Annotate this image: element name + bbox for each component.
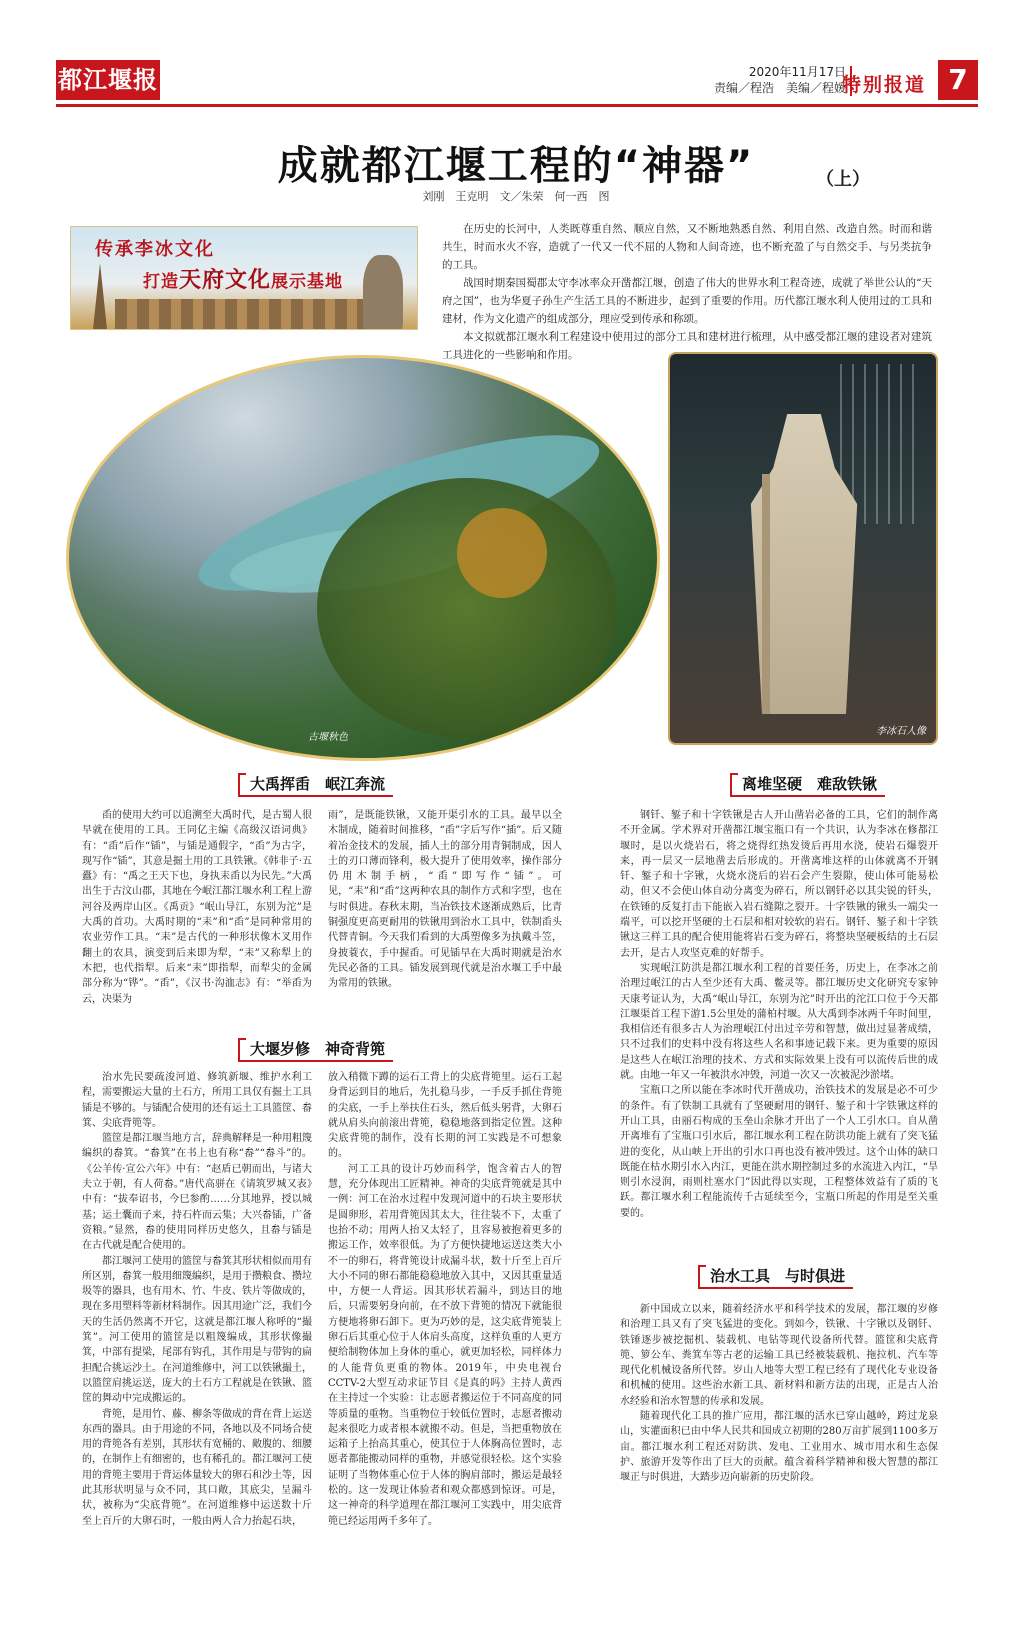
section-heading-4: 治水工具 与时俱进 bbox=[698, 1265, 853, 1289]
statue-staff bbox=[762, 474, 770, 714]
body-paragraph: 臿的使用大约可以追溯至大禹时代，是古蜀人很早就在使用的工具。王同亿主编《高级汉语词典》有：“臿”后作“锸”，与锸是通假字，“臿”为古字，现写作“锸”，其意是掘土用的工具铁锹。《韩非子·五蠹》有：“禹之王天下也，身执耒臿以为民先。”大禹出生于古汶山郡，其地在今岷江都江堰水利工程上游河谷及两岸山区。《禹贡》“岷山导江，东别为沱”是大禹的首功。大禹时期的“耒”和“臿”是同种常用的农业劳作工具。“耒”是古代的一种形状像木叉用作翻土的农具，演变到后来即为犁，“耒”又称犁上的木把，也代指犁。后来“耒”即指犁，而犁尖的金属部分称为“铧”。“臿”，《汉书·沟洫志》有：“举臿为云，决渠为 bbox=[82, 810, 312, 1005]
banner-slogan-1: 传承李冰文化 bbox=[95, 239, 215, 260]
article-part: （上） bbox=[816, 169, 870, 190]
article-intro bbox=[442, 220, 932, 364]
masthead bbox=[56, 60, 978, 108]
body-paragraph: 治水先民要疏浚河道、修筑新堰、维护水利工程，需要搬运大量的土石方，所用工具仅有掘土工具锸是不够的。与锸配合使用的还有运土工具篮筐、畚箕、尖底背篼等。 bbox=[82, 1072, 312, 1129]
section-1-column-right bbox=[328, 808, 562, 992]
dujiangyan-aerial-photo bbox=[66, 355, 660, 761]
section-1-column-left bbox=[82, 808, 312, 1007]
banner-slogan-2 bbox=[143, 263, 343, 294]
date-editors bbox=[714, 64, 846, 96]
banner-slogan-2a: 打造 bbox=[143, 272, 179, 292]
article-byline: 刘刚 王克明 文／朱荣 何一西 图 bbox=[422, 190, 610, 203]
body-paragraph: 雨”，是既能铁锹，又能开渠引水的工具。最早以全木制成，随着时间推移，“臿”字后写作“插”。后又随着冶金技术的发展，插人土的部分用青铜制成，因人土的刃口薄而锋利，极大提升了使用效率，操作部分仍用木制手柄，“臿”即写作“锸”。可见，“耒”和“臿”这两种农具的制作方式和字型，也在与时俱进。春秋末期，当冶铁技术逐渐成熟后，比青铜强度更高更耐用的铁锹用到治水工具中，铁制臿头代替青铜。今天我们看到的大禹塑像多为执戴斗笠，身披蓑衣，手中握臿。可见锸早在大禹时期就是治水先民必备的工具。锸发展到现代就是治水堰工手中最为常用的铁锹。 bbox=[328, 810, 562, 990]
section-heading-3: 离堆坚硬 难敌铁锹 bbox=[730, 773, 885, 797]
forest-shape bbox=[317, 478, 617, 738]
section-4-column bbox=[620, 1302, 938, 1486]
section-heading-1: 大禹挥臿 岷江奔流 bbox=[238, 773, 393, 797]
culture-banner bbox=[70, 226, 418, 330]
banner-slogan-2c: 展示基地 bbox=[271, 272, 344, 292]
body-paragraph: 篮筐是都江堰当地方言，辞典解释是一种用粗篾编织的畚箕。“畚箕”在书上也有称“畚”“畚斗”的。《公羊传·宣公六年》中有：“赵盾已朝而出，与诸大夫立于朝，有人荷畚。”唐代高骈在《请筑罗城又表》中有：“拔奉诏书，今巳参酌……分其地界，授以城基；运土囊而子来，持石杵而云集；大兴畚锸，广备资粮。”显然，畚的使用同样历史悠久，且畚与锸是在古代就是配合使用的。 bbox=[82, 1133, 312, 1252]
page-number: 7 bbox=[938, 60, 978, 100]
body-paragraph: 宝瓶口之所以能在李冰时代开凿成功，治铁技术的发展是必不可少的条件。有了铁制工具就有了坚硬耐用的钢钎、錾子和十字铁锹这样的开山工具，由丽石构成的玉垒山余脉才开出了一个人工引水口。自从凿开离堆有了宝瓶口引水后，都江堰水利工程在防洪功能上就有了突飞猛进的变化，从山峡上开出的引水口再也没有被冲毁过。这个山体的缺口既能在枯水期引水入内江，更能在洪水期控制过多的水流进入内江，“旱则引水浸润，雨则杜塞水门”因此得以实现，工程整体效益有了质的飞跃。都江堰水利工程能流传千古延续至今，宝瓶口所起的作用是至关重要的。 bbox=[620, 1085, 938, 1219]
section-2-column-right bbox=[328, 1070, 562, 1529]
newspaper-logo: 都江堰报 bbox=[56, 60, 160, 100]
section-3-column bbox=[620, 808, 938, 1221]
body-paragraph: 都江堰河工使用的篮筐与畚箕其形状相似而用有所区别，畚箕一般用细篾编织，是用于攒粮食、攒垃圾等的器具，也有用木、竹、牛皮、铁片等做成的，现在多用塑料等新材料制作。因其用途广泛，我们今天的生活仍然离不开它，这就是都江堰人称呼的“撮箕”。河工使用的篮筐是以粗篾编成，其形状像撮箕，中部有提梁，尾部有钩孔，其作用是与带钩的扁担配合挑运沙土。在河道维修中，河工以铁锹撮土，以篮筐肩挑运送，庞大的土石方工程就是在铁锹、篮筐的舞动中完成搬运的。 bbox=[82, 1255, 312, 1405]
pagoda-icon bbox=[93, 263, 107, 329]
intro-paragraph: 战国时期秦国蜀郡太守李冰率众开凿都江堰，创造了伟大的世界水利工程奇迹，成就了举世公认的“天府之国”，也为华夏子孙生产生活工具的不断进步，起到了重要的作用。历代都江堰水利人使用过的工具和建材，作为文化遗产的组成部分，理应受到传承和称颂。 bbox=[442, 277, 932, 325]
body-paragraph: 背篼，是用竹、藤、柳条等做成的背在背上运送东西的器具。由于用途的不同，各地以及不同场合使用的背篼各有差别，其形状有宽桶的、敞腹的、细腰的，在制作上有细密的，也有稀孔的。都江堰河工使用的背篼主要用于背运体量较大的卵石和沙土等，因此其形状明显与众不同，其口敞，其底尖，呈漏斗状，被称为“尖底背篼”。在河道维修中运送数十斤至上百斤的大卵石时，一般由两人合力抬起石块， bbox=[82, 1408, 312, 1527]
article-title: 成就都江堰工程的“神器” bbox=[277, 143, 755, 189]
autumn-trees-shape bbox=[457, 508, 547, 598]
body-paragraph: 河工工具的设计巧妙而科学，饱含着古人的智慧，充分体现出工匠精神。神奇的尖底背篼就是其中一例：河工在治水过程中发现河道中的石块主要形状是圆卵形，若用背篼因其太大，往往装不下，太重了也抬不动；用两人抬又太轻了，且容易被抱着更多的搬运工作，效率很低。为了方便快捷地运送这类大小不一的卵石，将背篼设计成漏斗状，数十斤至上百斤大小不同的卵石都能稳稳地放入其中，又因其重量适中，方便一人背运。因其形状若漏斗，到达目的地后，只需要躬身向前，在不放下背篼的情况下就能很方便地将卵石卸下。更为巧妙的是，这尖底背篼装上卵石后其重心位于人体肩头高度，这样负重的人更方便给制物体加上身体的重心，就更加轻松，同样体力的人能背负更重的物体。2019年，中央电视台CCTV-2大型互动求证节目《是真的吗》主持人黄西在主持过一个实验：让志愿者搬运位于不同高度的同等质量的重物。当重物位于较低位置时，志愿者搬动起来很吃力或者根本就搬不动。但是，当把重物放在运箱子上抬高其重心，使其位于人体胸高位置时，志愿者都能搬动同样的重物，并感觉很轻松。这个实验证明了当物体重心位于人体的胸肩部时，搬运是最轻松的。这一发现让体验者和观众都感到惊讶。可是，这一神奇的科学道理在都江堰河工实践中，用尖底背篼已经运用两千多年了。 bbox=[328, 1163, 562, 1527]
intro-paragraph: 在历史的长河中，人类既尊重自然、顺应自然，又不断地熟悉自然、利用自然、改造自然。时而和谐共生，时而水火不容，造就了一代又一代不屈的人物和人间奇迹，也不断充盈了与自然交手、与另类抗争的工具。 bbox=[442, 223, 932, 271]
photo-caption-right: 李冰石人像 bbox=[876, 726, 926, 737]
photo-caption-left: 古堰秋色 bbox=[308, 732, 348, 743]
li-bing-statue-photo bbox=[668, 352, 938, 745]
statue-silhouette bbox=[363, 255, 403, 330]
section-title: 特别报道 bbox=[841, 74, 926, 96]
section-2-column-left bbox=[82, 1070, 312, 1529]
body-paragraph: 放入稍微下蹲的运石工背上的尖底背篼里。运石工起身背运到目的地后，先扎稳马步，一手反手抓住背篼的尖底，一手上举扶住石头，然后低头躬背，大卵石就从肩头向前滚出背篼，稳稳地落到指定位置。这种尖底背篼的制作，没有长期的河工实践是不可想象的。 bbox=[328, 1072, 562, 1160]
section-heading-2: 大堰岁修 神奇背篼 bbox=[238, 1038, 393, 1062]
intro-paragraph: 本文拟就都江堰水利工程建设中使用过的部分工具和建材进行梳理，从中感受都江堰的建设者对建筑工具进化的一些影响和作用。 bbox=[442, 331, 932, 361]
body-paragraph: 实现岷江防洪是都江堰水利工程的首要任务，历史上，在李冰之前治理过岷江的古人至少还有大禹、鳖灵等。都江堰历史文化研究专家钟天康考证认为，大禹“岷山导江，东别为沱”时开出的沱江口位于今天都江堰渠首工程下游1.5公里处的蒲柏村堰。从大禹到李冰两千年时间里，我相信还有很多古人为治理岷江付出过辛劳和智慧，做出过显著成绩，只不过我们的史料中没有将这些人名和事迹记载下来。更为重要的原因是这些人在岷江治理的技术、方式和实际效果上没有可以流传后世的成就。由地一年又一年被洪水冲毁，河道一次又一次被泥沙淤堵。 bbox=[620, 962, 938, 1082]
banner-slogan-2b: 天府文化 bbox=[179, 268, 272, 293]
ancient-town-silhouette bbox=[115, 299, 365, 329]
header-rule bbox=[56, 104, 978, 107]
body-paragraph: 随着现代化工具的推广应用，都江堰的活水已穿山越岭，跨过龙泉山，实灌面积已由中华人民共和国成立初期的280万亩扩展到1100多万亩。都江堰水利工程还对防洪、发电、工业用水、城市用水和生态保护、旅游开发等作出了巨大的贡献。蕴含着科学精神和极大智慧的都江堰正与时俱进，大踏步迈向崭新的历史阶段。 bbox=[620, 1411, 938, 1484]
body-paragraph: 新中国成立以来，随着经济水平和科学技术的发展，都江堰的岁修和治理工具又有了突飞猛进的变化。到如今，铁锹、十字锹以及钢钎、铁锤逐步被挖掘机、装载机、电钻等现代设备所代替。篮筐和尖底背篼、箩公车、粪箕车等古老的运输工具已经被装载机、拖拉机、汽车等现代化机械设备所代替。岁山人地等大型工程已经有了现代化专业设备和机械的使用。这些治水新工具、新材料和新方法的出现，正是古人治水经验和治水智慧的传承和发展。 bbox=[620, 1304, 938, 1407]
body-paragraph: 钢钎、錾子和十字铁锹是古人开山凿岩必备的工具，它们的制作离不开金属。学术界对开凿都江堰宝瓶口有一个共识，认为李冰在修都江堰时，是以火烧岩石，将之烧得红热发烫后再用水浇，使岩石爆裂开来，再一层又一层地凿去后形成的。开凿离堆这样的山体就离不开钢钎、錾子和十字锹，火烧水浇后的岩石会产生裂隙，使山体可能易松动，但又不会使山体自动分离变为碎石，所以钢钎必以其尖锐的钎头，在铁锤的反复打击下能嵌入岩石缝隙之裂开。十字铁锹的锹头一端尖一端平，可以挖开坚硬的土石层和相对较软的岩石。钢钎、錾子和十字铁锹这三样工具的配合使用能将岩石变为碎石，将整块坚硬板结的土石层去开，是古人攻坚克难的好帮手。 bbox=[620, 810, 938, 959]
editors-credit: 责编／程浩 美编／程媛 bbox=[713, 81, 846, 95]
issue-date: 2020年11月17日 bbox=[748, 65, 846, 79]
